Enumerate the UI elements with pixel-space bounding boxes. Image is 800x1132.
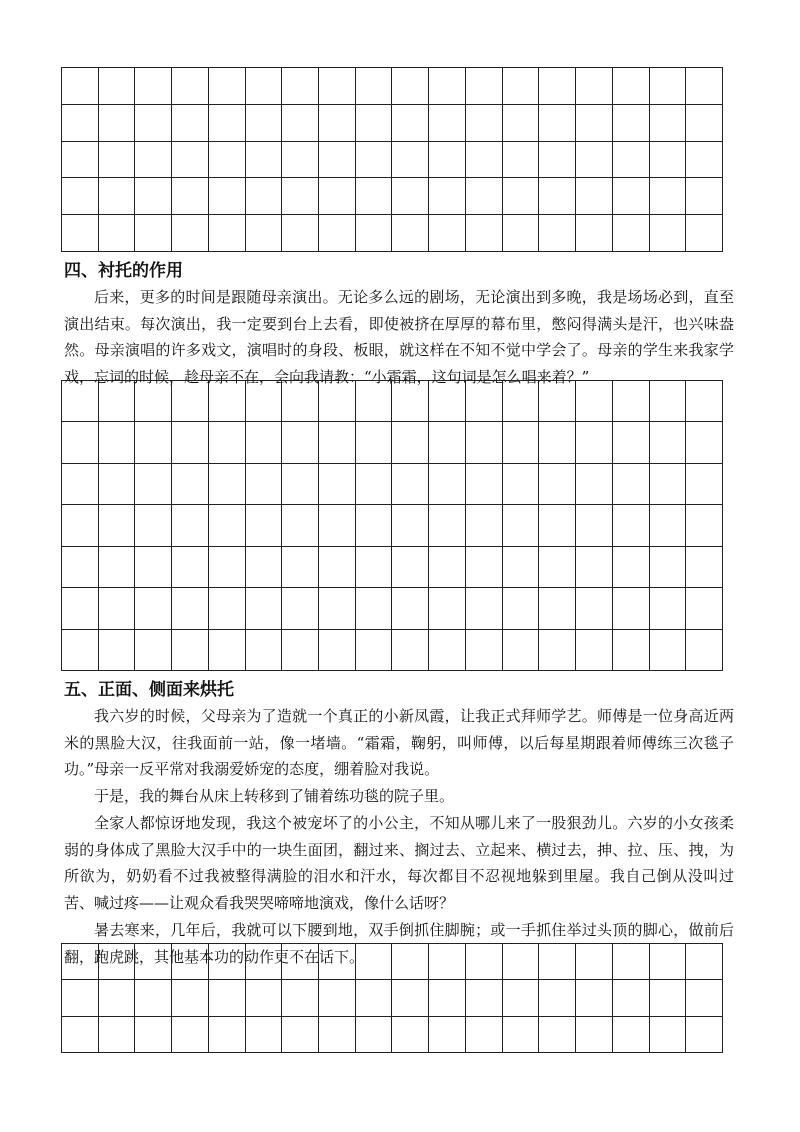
grid-cell[interactable] <box>135 215 172 252</box>
grid-cell[interactable] <box>650 1017 687 1053</box>
grid-cell[interactable] <box>576 464 613 505</box>
grid-cell[interactable] <box>392 464 429 505</box>
grid-cell[interactable] <box>246 1017 283 1053</box>
grid-cell[interactable] <box>246 178 283 215</box>
grid-cell[interactable] <box>466 105 503 142</box>
grid-cell[interactable] <box>99 630 136 671</box>
grid-cell[interactable] <box>319 68 356 105</box>
grid-cell[interactable] <box>539 178 576 215</box>
grid-cell[interactable] <box>466 215 503 252</box>
grid-cell[interactable] <box>429 630 466 671</box>
grid-cell[interactable] <box>686 980 723 1016</box>
grid-cell[interactable] <box>172 547 209 588</box>
grid-cell[interactable] <box>613 547 650 588</box>
grid-cell[interactable] <box>429 547 466 588</box>
grid-cell[interactable] <box>246 980 283 1016</box>
grid-cell[interactable] <box>209 105 246 142</box>
grid-cell[interactable] <box>650 142 687 179</box>
grid-cell[interactable] <box>539 980 576 1016</box>
grid-cell[interactable] <box>246 588 283 629</box>
grid-cell[interactable] <box>135 68 172 105</box>
grid-cell[interactable] <box>686 944 723 980</box>
grid-cell[interactable] <box>466 630 503 671</box>
grid-cell[interactable] <box>246 381 283 422</box>
grid-cell[interactable] <box>282 630 319 671</box>
grid-cell[interactable] <box>319 1017 356 1053</box>
grid-cell[interactable] <box>392 630 429 671</box>
grid-cell[interactable] <box>539 464 576 505</box>
grid-cell[interactable] <box>686 105 723 142</box>
grid-cell[interactable] <box>539 630 576 671</box>
grid-cell[interactable] <box>319 105 356 142</box>
grid-cell[interactable] <box>319 505 356 546</box>
grid-cell[interactable] <box>319 381 356 422</box>
grid-cell[interactable] <box>650 505 687 546</box>
grid-cell[interactable] <box>576 588 613 629</box>
grid-cell[interactable] <box>282 105 319 142</box>
writing-grid-middle[interactable] <box>61 380 723 671</box>
grid-cell[interactable] <box>539 142 576 179</box>
grid-cell[interactable] <box>319 547 356 588</box>
grid-cell[interactable] <box>246 944 283 980</box>
grid-cell[interactable] <box>650 944 687 980</box>
grid-cell[interactable] <box>686 68 723 105</box>
grid-cell[interactable] <box>246 505 283 546</box>
grid-cell[interactable] <box>62 588 99 629</box>
grid-cell[interactable] <box>539 944 576 980</box>
grid-cell[interactable] <box>319 464 356 505</box>
grid-cell[interactable] <box>650 464 687 505</box>
grid-cell[interactable] <box>282 944 319 980</box>
grid-cell[interactable] <box>539 68 576 105</box>
grid-cell[interactable] <box>613 105 650 142</box>
grid-cell[interactable] <box>613 422 650 463</box>
grid-cell[interactable] <box>282 381 319 422</box>
grid-cell[interactable] <box>613 588 650 629</box>
grid-cell[interactable] <box>135 980 172 1016</box>
grid-cell[interactable] <box>576 215 613 252</box>
grid-cell[interactable] <box>282 505 319 546</box>
grid-cell[interactable] <box>503 215 540 252</box>
grid-cell[interactable] <box>209 178 246 215</box>
grid-cell[interactable] <box>503 944 540 980</box>
grid-cell[interactable] <box>539 505 576 546</box>
grid-cell[interactable] <box>429 178 466 215</box>
grid-cell[interactable] <box>246 105 283 142</box>
grid-cell[interactable] <box>209 422 246 463</box>
grid-cell[interactable] <box>209 944 246 980</box>
grid-cell[interactable] <box>392 215 429 252</box>
grid-cell[interactable] <box>429 464 466 505</box>
grid-cell[interactable] <box>429 505 466 546</box>
grid-cell[interactable] <box>392 505 429 546</box>
grid-cell[interactable] <box>319 142 356 179</box>
grid-cell[interactable] <box>356 68 393 105</box>
grid-cell[interactable] <box>209 464 246 505</box>
grid-cell[interactable] <box>576 381 613 422</box>
grid-cell[interactable] <box>576 1017 613 1053</box>
grid-cell[interactable] <box>62 68 99 105</box>
grid-cell[interactable] <box>392 944 429 980</box>
grid-cell[interactable] <box>62 215 99 252</box>
grid-cell[interactable] <box>613 178 650 215</box>
section-5-heading: 五、正面、侧面来烘托 <box>64 680 234 700</box>
grid-cell[interactable] <box>503 547 540 588</box>
grid-cell[interactable] <box>356 215 393 252</box>
grid-cell[interactable] <box>466 547 503 588</box>
grid-cell[interactable] <box>650 422 687 463</box>
grid-cell[interactable] <box>650 630 687 671</box>
grid-cell[interactable] <box>99 1017 136 1053</box>
grid-cell[interactable] <box>429 142 466 179</box>
grid-cell[interactable] <box>356 422 393 463</box>
section-5-paragraph-3: 全家人都惊讶地发现，我这个被宠坏了的小公主，不知从哪儿来了一股狠劲儿。六岁的小女孩柔弱的身体成了黑脸大汉手中的一块生面团，翻过来、搁过去、立起来、横过去，抻、拉、压、拽，为所欲为，奶奶看不过我被整得满脸的泪水和汗水，每次都目不忍视地躲到里屋。我自己倒从没叫过苦、喊过疼——让观众看我哭哭啼啼地演戏，像什么话呀？ <box>64 814 734 913</box>
grid-cell[interactable] <box>392 105 429 142</box>
grid-cell[interactable] <box>539 422 576 463</box>
grid-cell[interactable] <box>62 105 99 142</box>
grid-cell[interactable] <box>466 1017 503 1053</box>
grid-cell[interactable] <box>686 464 723 505</box>
grid-cell[interactable] <box>282 422 319 463</box>
grid-cell[interactable] <box>135 178 172 215</box>
grid-cell[interactable] <box>392 68 429 105</box>
grid-cell[interactable] <box>429 215 466 252</box>
grid-cell[interactable] <box>135 547 172 588</box>
grid-cell[interactable] <box>466 944 503 980</box>
grid-cell[interactable] <box>62 1017 99 1053</box>
grid-cell[interactable] <box>319 178 356 215</box>
grid-cell[interactable] <box>429 422 466 463</box>
grid-cell[interactable] <box>466 178 503 215</box>
grid-cell[interactable] <box>503 630 540 671</box>
grid-cell[interactable] <box>392 381 429 422</box>
grid-cell[interactable] <box>650 381 687 422</box>
grid-cell[interactable] <box>392 422 429 463</box>
grid-cell[interactable] <box>135 630 172 671</box>
grid-cell[interactable] <box>466 464 503 505</box>
grid-cell[interactable] <box>62 422 99 463</box>
grid-cell[interactable] <box>282 547 319 588</box>
grid-cell[interactable] <box>429 381 466 422</box>
grid-cell[interactable] <box>650 547 687 588</box>
grid-cell[interactable] <box>392 142 429 179</box>
grid-cell[interactable] <box>99 547 136 588</box>
grid-cell[interactable] <box>99 215 136 252</box>
grid-cell[interactable] <box>576 505 613 546</box>
grid-cell[interactable] <box>613 1017 650 1053</box>
grid-cell[interactable] <box>209 381 246 422</box>
grid-cell[interactable] <box>99 588 136 629</box>
grid-cell[interactable] <box>319 944 356 980</box>
grid-cell[interactable] <box>99 178 136 215</box>
grid-cell[interactable] <box>172 381 209 422</box>
grid-cell[interactable] <box>539 105 576 142</box>
grid-cell[interactable] <box>246 630 283 671</box>
grid-cell[interactable] <box>503 142 540 179</box>
grid-cell[interactable] <box>356 1017 393 1053</box>
grid-cell[interactable] <box>246 464 283 505</box>
grid-cell[interactable] <box>503 505 540 546</box>
grid-cell[interactable] <box>282 68 319 105</box>
section-4-paragraph: 后来，更多的时间是跟随母亲演出。无论多么远的剧场，无论演出到多晚，我是场场必到，直至演出结束。每次演出，我一定要到台上去看，即使被挤在厚厚的幕布里，憋闷得满头是汗，也兴味盎然。母亲演唱的许多戏文，演唱时的身段、板眼，就这样在不知不觉中学会了。母亲的学生来我家学戏，忘词的时候，趁母亲不在，会向我请教：“小霜霜，这句词是怎么唱来着？” <box>64 288 734 387</box>
section-5-paragraph-4: 暑去寒来，几年后，我就可以下腰到地，双手倒抓住脚腕；或一手抓住举过头顶的脚心，做前后翻，跑虎跳，其他基本功的动作更不在话下。 <box>64 921 734 966</box>
grid-cell[interactable] <box>356 980 393 1016</box>
grid-cell[interactable] <box>503 588 540 629</box>
grid-cell[interactable] <box>172 215 209 252</box>
grid-cell[interactable] <box>686 142 723 179</box>
grid-cell[interactable] <box>99 422 136 463</box>
grid-cell[interactable] <box>172 178 209 215</box>
grid-cell[interactable] <box>172 142 209 179</box>
grid-cell[interactable] <box>135 464 172 505</box>
grid-cell[interactable] <box>356 142 393 179</box>
grid-cell[interactable] <box>135 1017 172 1053</box>
grid-cell[interactable] <box>62 178 99 215</box>
grid-cell[interactable] <box>503 980 540 1016</box>
grid-cell[interactable] <box>613 215 650 252</box>
grid-cell[interactable] <box>209 215 246 252</box>
grid-cell[interactable] <box>319 980 356 1016</box>
grid-cell[interactable] <box>613 464 650 505</box>
grid-cell[interactable] <box>99 505 136 546</box>
grid-cell[interactable] <box>613 68 650 105</box>
grid-cell[interactable] <box>356 464 393 505</box>
grid-cell[interactable] <box>209 1017 246 1053</box>
grid-cell[interactable] <box>466 68 503 105</box>
grid-cell[interactable] <box>99 68 136 105</box>
grid-cell[interactable] <box>466 381 503 422</box>
grid-cell[interactable] <box>686 630 723 671</box>
grid-cell[interactable] <box>319 422 356 463</box>
grid-cell[interactable] <box>392 588 429 629</box>
grid-cell[interactable] <box>356 381 393 422</box>
grid-cell[interactable] <box>282 178 319 215</box>
grid-cell[interactable] <box>466 142 503 179</box>
grid-cell[interactable] <box>503 178 540 215</box>
grid-cell[interactable] <box>650 215 687 252</box>
grid-cell[interactable] <box>62 464 99 505</box>
grid-cell[interactable] <box>650 588 687 629</box>
grid-cell[interactable] <box>686 381 723 422</box>
grid-cell[interactable] <box>576 547 613 588</box>
grid-cell[interactable] <box>246 215 283 252</box>
grid-cell[interactable] <box>429 588 466 629</box>
grid-cell[interactable] <box>209 588 246 629</box>
grid-cell[interactable] <box>62 142 99 179</box>
grid-cell[interactable] <box>356 505 393 546</box>
grid-cell[interactable] <box>539 381 576 422</box>
grid-cell[interactable] <box>209 547 246 588</box>
section-5-paragraph-2: 于是，我的舞台从床上转移到了铺着练功毯的院子里。 <box>94 787 455 805</box>
grid-cell[interactable] <box>503 105 540 142</box>
grid-cell[interactable] <box>503 381 540 422</box>
grid-cell[interactable] <box>503 1017 540 1053</box>
grid-cell[interactable] <box>209 980 246 1016</box>
grid-cell[interactable] <box>613 944 650 980</box>
grid-cell[interactable] <box>392 178 429 215</box>
grid-cell[interactable] <box>503 464 540 505</box>
section-5-paragraph-1: 我六岁的时候，父母亲为了造就一个真正的小新凤霞，让我正式拜师学艺。师傅是一位身高近两米的黑脸大汉，往我面前一站，像一堵墙。“霜霜，鞠躬，叫师傅，以后每星期跟着师傅练三次毯子功。”母亲一反平常对我溺爱娇宠的态度，绷着脸对我说。 <box>64 707 734 779</box>
grid-cell[interactable] <box>209 505 246 546</box>
grid-cell[interactable] <box>135 381 172 422</box>
grid-cell[interactable] <box>539 547 576 588</box>
grid-cell[interactable] <box>576 980 613 1016</box>
grid-cell[interactable] <box>686 422 723 463</box>
grid-cell[interactable] <box>99 142 136 179</box>
grid-cell[interactable] <box>135 944 172 980</box>
grid-cell[interactable] <box>282 1017 319 1053</box>
grid-cell[interactable] <box>576 944 613 980</box>
grid-cell[interactable] <box>62 944 99 980</box>
grid-cell[interactable] <box>539 1017 576 1053</box>
grid-cell[interactable] <box>99 944 136 980</box>
grid-cell[interactable] <box>319 588 356 629</box>
grid-cell[interactable] <box>62 547 99 588</box>
grid-cell[interactable] <box>356 178 393 215</box>
grid-cell[interactable] <box>172 980 209 1016</box>
grid-cell[interactable] <box>466 588 503 629</box>
grid-cell[interactable] <box>282 215 319 252</box>
grid-cell[interactable] <box>62 980 99 1016</box>
grid-cell[interactable] <box>650 68 687 105</box>
grid-cell[interactable] <box>613 381 650 422</box>
grid-cell[interactable] <box>429 944 466 980</box>
grid-cell[interactable] <box>650 980 687 1016</box>
grid-cell[interactable] <box>99 464 136 505</box>
grid-cell[interactable] <box>62 505 99 546</box>
grid-cell[interactable] <box>246 142 283 179</box>
grid-cell[interactable] <box>576 422 613 463</box>
grid-cell[interactable] <box>356 944 393 980</box>
grid-cell[interactable] <box>172 630 209 671</box>
grid-cell[interactable] <box>686 588 723 629</box>
grid-cell[interactable] <box>282 980 319 1016</box>
grid-cell[interactable] <box>392 547 429 588</box>
grid-cell[interactable] <box>99 105 136 142</box>
grid-cell[interactable] <box>613 980 650 1016</box>
grid-cell[interactable] <box>99 980 136 1016</box>
grid-cell[interactable] <box>686 1017 723 1053</box>
grid-cell[interactable] <box>392 980 429 1016</box>
grid-cell[interactable] <box>172 505 209 546</box>
grid-cell[interactable] <box>576 68 613 105</box>
grid-cell[interactable] <box>576 142 613 179</box>
grid-cell[interactable] <box>319 215 356 252</box>
writing-grid-top[interactable] <box>61 67 723 252</box>
grid-cell[interactable] <box>135 105 172 142</box>
grid-cell[interactable] <box>356 630 393 671</box>
grid-cell[interactable] <box>429 980 466 1016</box>
grid-cell[interactable] <box>686 505 723 546</box>
grid-cell[interactable] <box>613 630 650 671</box>
grid-cell[interactable] <box>62 381 99 422</box>
grid-cell[interactable] <box>503 422 540 463</box>
grid-cell[interactable] <box>172 588 209 629</box>
grid-cell[interactable] <box>429 1017 466 1053</box>
grid-cell[interactable] <box>686 178 723 215</box>
grid-cell[interactable] <box>466 980 503 1016</box>
grid-cell[interactable] <box>356 547 393 588</box>
grid-cell[interactable] <box>650 178 687 215</box>
grid-cell[interactable] <box>135 422 172 463</box>
grid-cell[interactable] <box>356 588 393 629</box>
grid-cell[interactable] <box>429 68 466 105</box>
grid-cell[interactable] <box>62 630 99 671</box>
grid-cell[interactable] <box>613 505 650 546</box>
grid-cell[interactable] <box>246 422 283 463</box>
grid-cell[interactable] <box>172 464 209 505</box>
grid-cell[interactable] <box>246 547 283 588</box>
grid-cell[interactable] <box>135 142 172 179</box>
writing-grid-bottom[interactable] <box>61 943 723 1053</box>
grid-cell[interactable] <box>172 68 209 105</box>
grid-cell[interactable] <box>172 422 209 463</box>
grid-cell[interactable] <box>209 142 246 179</box>
grid-cell[interactable] <box>246 68 283 105</box>
grid-cell[interactable] <box>135 505 172 546</box>
grid-cell[interactable] <box>319 630 356 671</box>
grid-cell[interactable] <box>135 588 172 629</box>
grid-cell[interactable] <box>503 68 540 105</box>
grid-cell[interactable] <box>686 547 723 588</box>
section-4-heading: 四、衬托的作用 <box>64 261 183 281</box>
grid-cell[interactable] <box>282 142 319 179</box>
grid-cell[interactable] <box>172 1017 209 1053</box>
grid-cell[interactable] <box>613 142 650 179</box>
grid-cell[interactable] <box>539 215 576 252</box>
grid-cell[interactable] <box>539 588 576 629</box>
grid-cell[interactable] <box>650 105 687 142</box>
grid-cell[interactable] <box>576 105 613 142</box>
grid-cell[interactable] <box>466 505 503 546</box>
grid-cell[interactable] <box>172 105 209 142</box>
grid-cell[interactable] <box>172 944 209 980</box>
grid-cell[interactable] <box>282 464 319 505</box>
grid-cell[interactable] <box>576 178 613 215</box>
grid-cell[interactable] <box>99 381 136 422</box>
grid-cell[interactable] <box>209 630 246 671</box>
grid-cell[interactable] <box>356 105 393 142</box>
grid-cell[interactable] <box>576 630 613 671</box>
grid-cell[interactable] <box>209 68 246 105</box>
grid-cell[interactable] <box>429 105 466 142</box>
grid-cell[interactable] <box>686 215 723 252</box>
grid-cell[interactable] <box>392 1017 429 1053</box>
grid-cell[interactable] <box>466 422 503 463</box>
grid-cell[interactable] <box>282 588 319 629</box>
